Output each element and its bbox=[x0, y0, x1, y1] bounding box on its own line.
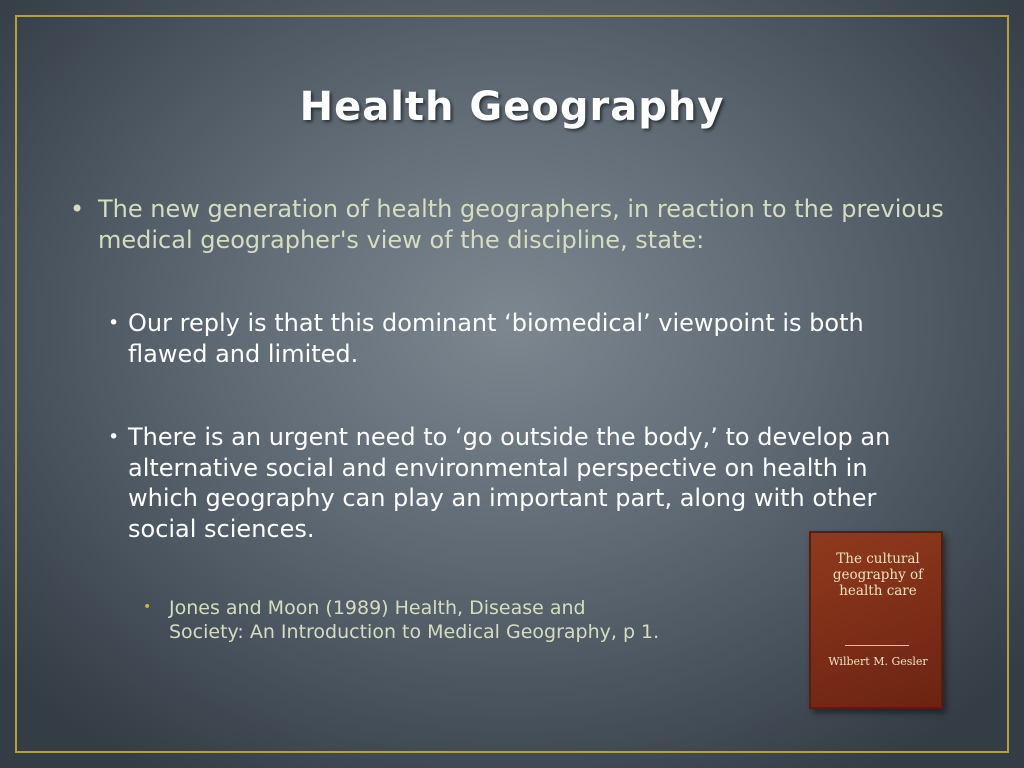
slide-title: Health Geography bbox=[299, 84, 725, 130]
bullet-marker: • bbox=[70, 195, 85, 223]
book-cover-image bbox=[809, 531, 943, 709]
book-author: Wilbert M. Gesler bbox=[828, 655, 928, 668]
bullet-marker: • bbox=[143, 599, 152, 615]
bullet-marker: • bbox=[108, 426, 120, 448]
bullet-intro bbox=[70, 194, 950, 255]
bullet-intro-text: The new generation of health geographers, in reaction to the previous medical geographer's view of the discipline, state: bbox=[98, 195, 944, 254]
book-divider bbox=[845, 645, 909, 646]
bullet-quote-1 bbox=[108, 308, 898, 369]
bullet-citation bbox=[143, 596, 663, 645]
bullet-quote-2 bbox=[108, 422, 898, 545]
book-title: The cultural geography of health care bbox=[832, 551, 924, 600]
bullet-quote-1-text: Our reply is that this dominant ‘biomedical’ viewpoint is both flawed and limited. bbox=[128, 309, 864, 368]
bullet-quote-2-text: There is an urgent need to ‘go outside the body,’ to develop an alternative social and environmental perspective on health in which geography can play an important part, along with other social sciences. bbox=[128, 423, 891, 544]
bullet-marker: • bbox=[108, 312, 120, 334]
citation-text: Jones and Moon (1989) Health, Disease and Society: An Introduction to Medical Geography, p 1. bbox=[169, 597, 660, 644]
